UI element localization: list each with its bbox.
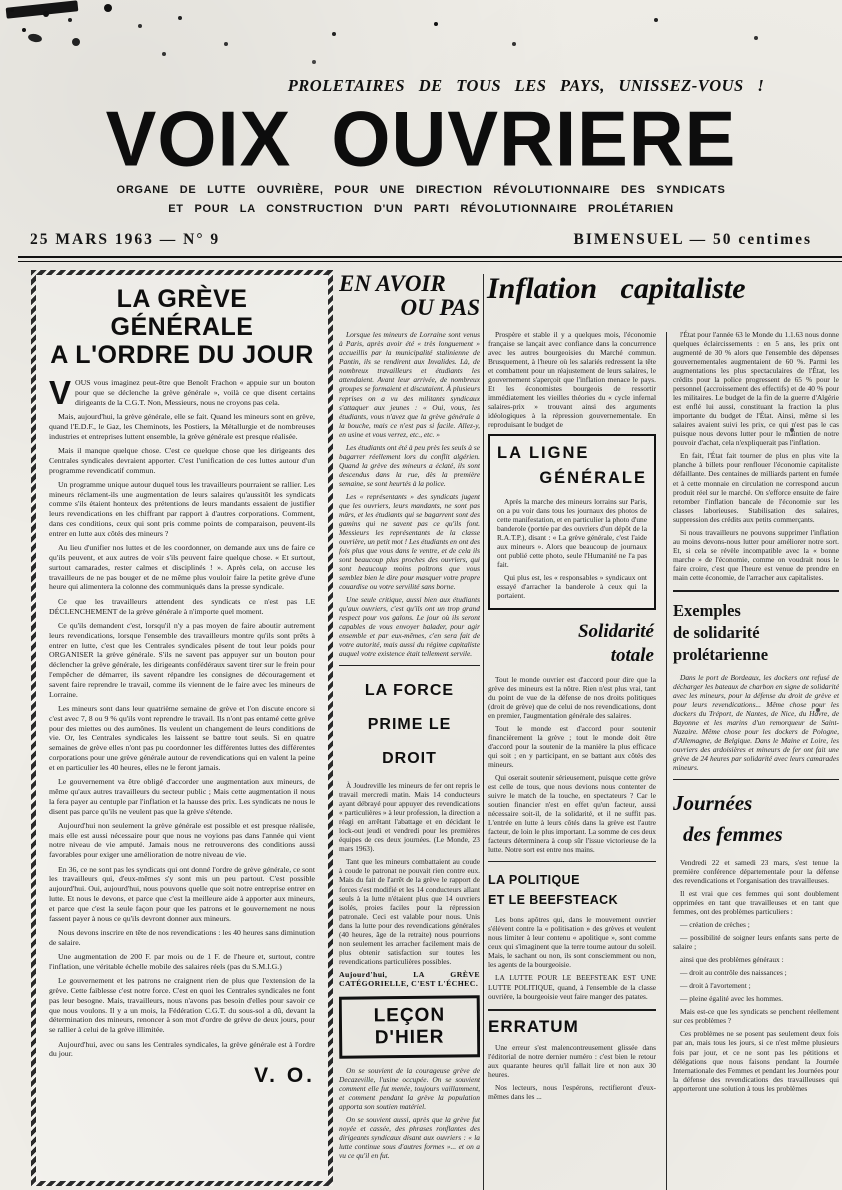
paragraph: Qui oserait soutenir sérieusement, puisque cette grève est celle de tous, que nous devions nous contenter de suivre le match de la touche, en spectateurs ? Car le soutien financier n'est en effet qu'un facteur, aussi nécessaire soit-il, de la solidarité, et il ne suffit pas. L'entrée en lutte à leurs côtés dans la grève est l'autre facteur, de loin le plus important. La somme de ces deux facteurs déterminera à coup sûr l'issue victorieuse de la lutte. Notre sort est entre nos mains.	[488, 773, 656, 855]
masthead-rule	[18, 256, 842, 262]
paragraph: — possibilité de soigner leurs enfants sans perte de salaire ;	[673, 933, 839, 952]
paragraph: Mais est-ce que les syndicats se penchent réellement sur ces problèmes ?	[673, 1007, 839, 1026]
paragraph: Une augmentation de 200 F. par mois ou de 1 F. de l'heure et, surtout, contre l'inflation, une véritable échelle mobile des salaires réels (pas du S.M.I.G.)	[49, 952, 315, 971]
paragraph: Prospère et stable il y a quelques mois, l'économie française se lançait avec confiance dans la concurrence avec les autres bourgeoisies du Marché commun. Brusquement, à l'heure où les salariés redressent la tête et combattent pour un réajustement de leurs salaires, le gouvernement s'aperçoit que l'inflation menace le pays. Et les économistes bourgeois de ressortir immédiatement les vieilles théories du « cycle infernal salaires-prix » trouvant ainsi des arguments idéologiques à la répression gouvernementale. En reproduisant le budget de	[488, 330, 656, 430]
section-divider	[673, 779, 839, 780]
lead-headline-line1: LA GRÈVE GÉNÉRALE	[110, 285, 254, 341]
issue-date: 25 MARS 1963 — N° 9	[30, 231, 221, 248]
erratum-body	[488, 1043, 656, 1101]
paragraph: — droit au contrôle des naissances ;	[680, 968, 787, 978]
paragraph: Dans le port de Bordeaux, les dockers ont refusé de décharger les bateaux de charbon en signe de solidarité avec les mineurs, pour la défense du droit de grève et pour leurs revendications... Même chose pour les dockers du Tréport, de Nantes, de Nice, du Havre, de Bayonne et les marins d'un remorqueur de Saint-Nazaire. Même chose pour les dockers de Pologne, d'Allemagne, de Belgique. Dans le Maine et Loire, les ouvriers des ardoisières et mineurs de fer ont fait une grève de 24 heures par solidarité avec leurs camarades mineurs.	[673, 672, 839, 772]
paragraph: Les bons apôtres qui, dans le mouvement ouvrier s'élèvent contre la « politisation » des grèves et veulent nous limiter à leur contenu « apolitique », sont comme ceux qui s'imaginent que la terre tourne autour du soleil. Mais, le sachant ou non, ils sont consciemment ou non, les agents de la bourgeoisie.	[488, 915, 656, 970]
la-force-body	[339, 781, 480, 966]
paragraph: — pleine égalité avec les hommes.	[680, 994, 784, 1004]
paragraph: Le gouvernement va être obligé d'accorder une augmentation aux mineurs, de même qu'aux autres travailleurs du secteur public ; Mais cette augmentation il nous la fera payer au centuple par l'inflation et la hausse des prix. Les syndicats ne nous le disent pas parce qu'ils ne veulent pas que la grève s'étende.	[49, 777, 315, 816]
middle-column	[339, 272, 480, 1190]
scan-artifact	[10, 8, 14, 12]
politique-line1: LA POLITIQUE	[488, 873, 580, 888]
solidarite-body	[488, 675, 656, 855]
exemples-line2: de solidarité	[673, 623, 760, 643]
inflation-headline: Inflation capitaliste	[487, 272, 746, 305]
paragraph: Mais, aujourd'hui, la grève générale, elle se fait. Quand les mineurs sont en grève, quand l'E.D.F., le Gaz, les Cheminots, les Postiers, la Métallurgie et de nombreuses industries et entreprises luttent ensemble, la grève générale est presque réalisée.	[49, 411, 315, 441]
lead-headline-line2: A L'ORDRE DU JOUR	[50, 341, 314, 369]
inflation-col2	[673, 330, 839, 582]
column-rule	[666, 332, 667, 1190]
lead-headline	[49, 285, 315, 369]
paragraph: l'État pour l'année 63 le Monde du 1.1.63 nous donne quelques éclaircissements : en 5 ans, les prix ont augmenté de 30 % alors que l'ensemble des dépenses gouvernementales augmentaient de 60 %. Parmi les augmentations les plus spectaculaires de l'État, les crédits pour la police progressent de 65 % pour le personnel (accroissement des effectifs) et de 40 % pour les militaires. Le budget de la fin de la guerre d'Algérie est enflé lui aussi, constituant la fraction la plus importante du budget de l'État. Ainsi, même si les salaires avaient suivi les prix, ce qui n'est pas le cas puisque nous devons lutter pour le maintien de notre pouvoir d'achat, cela n'expliquerait pas l'inflation.	[673, 330, 839, 448]
paragraph: ainsi que des problèmes généraux :	[680, 955, 784, 965]
scan-artifact	[27, 33, 42, 44]
journees-headline	[673, 788, 839, 851]
paragraph: Vendredi 22 et samedi 23 mars, s'est tenue la première conférence départementale pour la défense des revendications et l'organisation des travailleuses.	[673, 857, 839, 886]
paragraph: Un programme unique autour duquel tous les travailleurs pourraient se rallier. Les mineurs réclament-ils une augmentation de leurs salaires qu'aussitôt les syndicats comme s'ils étaient honteux des prétentions de leurs mandants essaient de justifier leurs revendications en les chiffrant par rapport à d'autres corporations. Comment, dans ces conditions, ceux qui sont pris comme points de comparaison, peuvent-ils entrer en lutte aux côtés des mineurs ?	[49, 479, 315, 538]
inflation-col1	[488, 330, 656, 429]
ligne-line2: GÉNÉRALE	[539, 469, 647, 488]
paragraph: — création de crèches ;	[680, 920, 750, 930]
solidarite-headline	[490, 620, 654, 668]
paragraph: Les étudiants ont été à peu près les seuls à se bagarrer réellement lors du conflit algérien. Quand la grève des mineurs a éclaté, ils sont descendus dans la rue, dès la première semaine, se sont heurtés à la police.	[339, 442, 480, 488]
paragraph: Une seule critique, aussi bien aux étudiants qu'aux ouvriers, c'est qu'ils ont un trop grand respect pour vos galons. Le jour où ils seront capables de vous envoyer balader, pour agir ensemble et par eux-mêmes, c'en sera fait de votre autorité, mais aussi du régime capitaliste auquel votre existence était tellement servile.	[339, 595, 480, 659]
paragraph: — droit à l'avortement ;	[680, 981, 751, 991]
ligne-line1: LA LIGNE	[497, 444, 590, 463]
lead-signature: V. O.	[254, 1063, 315, 1087]
paragraph: On se souvient de la courageuse grève de Decazeville, l'usine occupée. On se souvient comment elle fut menée, toujours vaillamment, et comment pendant la grève la population apporta son soutien matériel.	[339, 1065, 480, 1111]
ligne-generale-body	[497, 497, 647, 600]
en-avoir-headline	[339, 272, 480, 320]
paragraph: LA LUTTE POUR LE BEEFSTEAK EST UNE LUTTE POLITIQUE, quand, à l'ensemble de la classe ouvrière, la bourgeoisie veut faire manger des patates.	[488, 973, 656, 1001]
masthead-title: VOIX OUVRIERE	[105, 96, 737, 183]
lead-intro-paragraph	[49, 374, 315, 411]
la-force-headline	[339, 674, 480, 775]
paragraph: Tant que les mineurs combattaient au coude à coude le patronat ne pouvait rien contre eux. Mais du fait de l'arrêt de la grève le rapport de forces s'est modifié et les 14 conducteurs allant seuls à la lutte n'étaient plus que 14 ouvriers isolés, proies faciles pour la répression patronale. Ceci est valable pour nous. Unis dans la lutte pour des revendications générales (40 heures, âge de la retraite) nous pourrions non seulement les arracher facilement mais de plus obtenir satisfaction sur toutes les revendications particulières possibles.	[339, 857, 480, 966]
section-divider	[488, 1009, 656, 1011]
section-divider	[339, 665, 480, 666]
lead-intro-text: OUS vous imaginez peut-être que Benoît Frachon « appuie sur un bouton pour que se déclenche la grève générale », voilà ce que disent certains dirigeants de la C.G.T. Non, Messieurs, nous ne croyons pas cela.	[75, 378, 315, 407]
paragraph: Au lieu d'unifier nos luttes et de les coordonner, on demande aux uns de faire ce qu'ils peuvent, et aux autres de voir s'ils peuvent faire quelque chose. « Et surtout, surtout camarades, rester calmes et disciplinés ! ». Après cela, on accuse les travailleurs de ne pas bouger et de ne même plus vouloir faire la petite grève d'une heure qui alimentera la colonne des communiqués dans la presse syndicale.	[49, 543, 315, 592]
paragraph: Après la marche des mineurs lorrains sur Paris, on a pu voir dans tous les journaux des photos de cette manifestation, et en particulier la photo d'une banderole (portée par des ouvriers d'un dépôt de la R.A.T.P.), disant : « La grève générale, c'est l'aide aux mineurs ». Alors que beaucoup de journaux ont publié cette photo, seule l'Humanité ne l'a pas fait.	[497, 496, 647, 570]
paragraph: Les « représentants » des syndicats jugent que les ouvriers, leurs mandants, ne sont pas mûrs, et les étudiants qui se bagarrent sont des gamins qui ne savent pas ce qu'ils font. Messieurs les représentants de la classe ouvrière, un petit mot ! Les étudiants en ont des fois plus que vous dans le ventre, et de cela ils sont beaucoup plus proches des ouvriers, qui sont beaucoup moins poltrons que vous semblez bien le dire pour masquer votre propre couardise ou votre servilité sans borne.	[339, 491, 480, 592]
solidarite-line2: totale	[610, 644, 654, 666]
la-force-conclusion: Aujourd'hui, LA GRÈVE CATÉGORIELLE, C'EST L'ÉCHEC.	[339, 969, 480, 988]
paragraph: Qui plus est, les « responsables » syndicaux ont essayé d'arracher la banderole à ceux qui la portaient.	[497, 573, 647, 601]
paragraph: Aujourd'hui, avec ou sans les Centrales syndicales, la grève générale est à l'ordre du jour.	[49, 1039, 315, 1059]
paragraph: En fait, l'État fait tourner de plus en plus vite la planche à billets pour renflouer l'économie capitaliste défaillante. Des centaines de milliards partent en fumée et à cette monnaie en circulation ne correspond aucun produit réel sur le marché. On s'efforce ensuite de faire retomber l'inflation bancale de l'économie sur les classes laborieuses. Stabilisation des salaires, suppression des crédits aux petits commerçants.	[673, 451, 839, 524]
drop-cap: V	[49, 374, 72, 411]
paragraph: Nos lecteurs, nous l'espérons, rectifieront d'eux-mêmes dans les ...	[488, 1082, 656, 1101]
lecon-body	[339, 1066, 480, 1160]
paragraph: À Joudreville les mineurs de fer ont repris le travail mercredi matin. Mais 14 conducteurs ayant débrayé pour appuyer des revendications « particulières » à leur profession, la direction a réagi en arrêtant l'abattage et en décidant le lock-out jeudi et vendredi pour les premières équipes de ces deux journées. (Le Monde, 23 mars 1963).	[339, 781, 480, 854]
la-force-line2: PRIME LE DROIT	[367, 715, 452, 767]
en-avoir-line1: EN AVOIR	[339, 272, 446, 296]
issue-info: BIMENSUEL — 50 centimes	[573, 231, 812, 248]
journees-line2: des femmes	[683, 822, 783, 847]
scan-artifact	[6, 0, 79, 18]
paragraph: Ce qu'ils demandent c'est, lorsqu'il n'y a pas moyen de faire aboutir autrement leurs revendications, lorsque l'ensemble des travailleurs montre qu'ils sont prêts à entrer en lutte, c'est que les Centrales syndicales pèsent de tout leur poids pour ORGANISER la grève générale. S'ils ne savent pas appuyer sur un bouton pour déclencher la grève générale, les dirigeants confédéraux savent tirer sur le frein pour l'empêcher de démarrer, ils savent répandre les consignes de découragement et savent faire reprendre le travail, comme ils viennent de le faire avec les mineurs de Lorraine.	[49, 620, 315, 699]
masthead-subtitle-1: ORGANE DE LUTTE OUVRIÈRE, POUR UNE DIRECTION RÉVOLUTIONNAIRE DES SYNDICATS	[116, 184, 726, 196]
politique-body	[488, 915, 656, 1000]
ligne-generale-section	[488, 434, 656, 610]
paragraph: Lorsque les mineurs de Lorraine sont venus à Paris, après avoir été « très longuement » accueillis par la municipalité stalinienne de Pantin, ils se rendirent aux Invalides. Là, de nombreux travailleurs et étudiants les attendaient. Avant leur arrivée, de nombreux groupes se formaient et discutaient. À plusieurs reprises on a vu des militants syndicaux s'attaquer aux jeunes : « Oui, vous, les étudiants, vous n'avez que la grève générale à la bouche, mais ce n'est pas si facile. Allez-y, en usine et vous verrez, etc., etc. »	[339, 330, 480, 439]
paragraph: Les mineurs sont dans leur quatrième semaine de grève et l'on discute encore si c'est avec 7, 8 ou 9 % qu'ils vont reprendre le travail. Ils n'ont pas entamé cette grève pour des miettes ou des aumônes. Ils veulent un changement de leurs conditions de vie. Or, les Centrales syndicales les laissent se battre tout seuls. Si en quatre semaines de grève elles n'ont pas pu coordonner les différentes luttes des différentes corporations pour une grève générale autour de revendications qui en valent la peine et en particulier les 40 heures, elles ne le feront jamais.	[49, 703, 315, 772]
paragraph: Il est vrai que ces femmes qui sont doublement opprimées en tant que travailleuses et en tant que femmes, ont des problèmes particuliers :	[673, 889, 839, 917]
section-divider	[488, 861, 656, 862]
paragraph: Aujourd'hui non seulement la grève générale est possible et est presque réalisée, mais elle est aussi nécessaire pour que nous ne voyions pas dans l'année qui vient notre niveau de vie amputé. Jamais nous ne retrouverons des conditions aussi favorables pour exiger une amélioration de notre niveau de vie.	[49, 820, 315, 860]
politique-headline	[488, 870, 656, 910]
exemples-line1: Exemples	[673, 600, 741, 620]
journees-body	[673, 858, 839, 1093]
masthead-slogan: PROLETAIRES DE TOUS LES PAYS, UNISSEZ-VOUS !	[287, 76, 765, 95]
lecon-headline: LEÇON D'HIER	[339, 995, 480, 1058]
erratum-headline: ERRATUM	[488, 1016, 579, 1036]
la-force-line1: LA FORCE	[364, 682, 455, 700]
ligne-generale-headline	[497, 441, 647, 491]
paragraph: Ce que les travailleurs attendent des syndicats ce n'est pas LE DÉCLENCHEMENT de la grève générale à n'importe quel moment.	[49, 596, 315, 616]
paragraph: On se souvient aussi, après que la grève fut noyée et cassée, des phrases ronflantes des dirigeants syndicaux disant aux ouvriers : « la lutte continue sous d'autres formes »... et on a vu ce qu'il en fut.	[339, 1114, 480, 1161]
paragraph: Une erreur s'est malencontreusement glissée dans l'éditorial de notre dernier numéro : c'est bien le retour aux quarante heures qu'il fallait lire et non aux 30 heures.	[488, 1042, 656, 1079]
exemples-body	[673, 673, 839, 772]
politique-line2: ET LE BEEFSTEACK	[488, 893, 619, 908]
exemples-headline	[673, 600, 839, 667]
en-avoir-line2: OU PAS	[400, 295, 480, 321]
right-column-a	[488, 330, 656, 1190]
paragraph: En 36, ce ne sont pas les syndicats qui ont donné l'ordre de grève générale, ce sont les travailleurs qui, d'eux-mêmes s'y sont mis un peu partout. C'est possible aujourd'hui. Oui, aujourd'hui, nous pouvons quelle que soit notre entreprise entrer en lutte. Et nous le devons, et parce que c'est la meilleure aide à apporter aux mineurs, et parce que c'est la seule façon pour que les patrons et le gouvernement ne nous fassent payer à nous ce qu'ils devront donner aux mineurs.	[49, 864, 315, 923]
exemples-line3: prolétarienne	[673, 645, 769, 665]
solidarite-line1: Solidarité	[577, 621, 654, 643]
paragraph: Tout le monde ouvrier est d'accord pour dire que la grève des mineurs est la nôtre. Rien n'est plus vrai, tant du point de vue de la défense de nos droits politiques (droit de grève) que de celui de nos revendications, dont en premier, l'augmentation générale des salaires.	[488, 674, 656, 720]
journees-line1: Journées	[673, 790, 753, 815]
masthead-subtitle-2: ET POUR LA CONSTRUCTION D'UN PARTI RÉVOLUTIONNAIRE PROLÉTARIEN	[168, 203, 674, 215]
en-avoir-body	[339, 330, 480, 658]
lead-body	[49, 412, 315, 1059]
column-rule	[483, 274, 484, 1190]
dateline	[30, 231, 812, 249]
right-column-b	[673, 330, 839, 1190]
paragraph: Le gouvernement et les patrons ne craignent rien de plus que l'extension de la grève. Cette faiblesse c'est notre force. C'est en quoi les Centrales syndicales ne font pas leur besogne. Mais, travailleurs, nous n'avons pas besoin d'elles pour savoir ce que nous voulons. Il y a un mois, la Fédération C.G.T. du sous-sol a dû, devant la détermination des mineurs, renoncer à son mot d'ordre de grève de deux jours, pour se rallier à celui de la grève illimitée.	[49, 976, 315, 1035]
paragraph: Ces problèmes ne se posent pas seulement deux fois par an, mais tous les jours, si ce n'est même plusieurs fois par jour, et ce ne sont pas les pétitions et délégations que nous faisons pendant la Journée Internationale des Femmes et pendant les Journées pour la défense des revendications des travailleuses qui apporteront une solution à tous les problèmes	[673, 1029, 839, 1093]
paragraph: Nous devons inscrire en tête de nos revendications : les 40 heures sans diminution de salaire.	[49, 927, 315, 947]
lead-article	[31, 270, 333, 1186]
paragraph: Tout le monde est d'accord pour soutenir financièrement la grève ; tout le monde doit être d'accord pour la soutenir de la manière la plus efficace qui soit ; en y participant, en se battant aux côtés des mineurs.	[488, 723, 656, 769]
paragraph: Mais il manque quelque chose. C'est ce quelque chose que les dirigeants des Centrales syndicales devraient apporter. C'est l'unification de ces luttes autour d'un programme revendicatif commun.	[49, 445, 315, 475]
section-divider	[673, 590, 839, 592]
paragraph: Si nous travailleurs ne pouvons supprimer l'inflation au moins devons-nous lutter pour améliorer notre sort. Et, si cela se révèle incompatible avec la « bonne marche » de l'économie, comme on voudrait nous le faire croire, c'est que l'heure est venue de prendre en main cette économie, de l'arracher aux capitalistes.	[673, 527, 839, 582]
